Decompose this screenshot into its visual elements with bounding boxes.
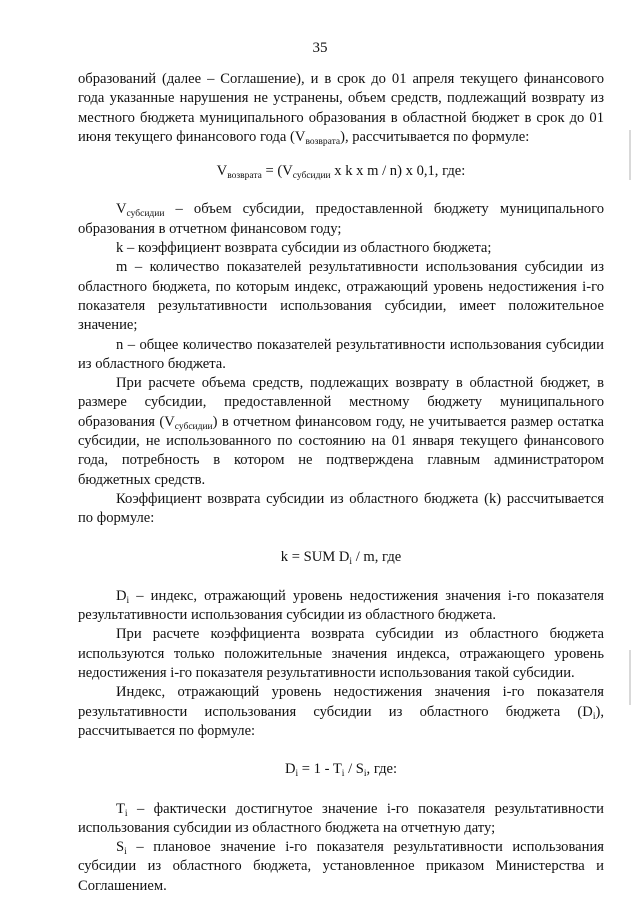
paragraph-text: При расчете объема средств, подлежащих возврату в областной бюджет, в размере субсидии, предоставленной местному бюджету муниципального образования (V bbox=[78, 375, 604, 430]
subscript: i bbox=[124, 847, 127, 858]
paragraph-text: – фактически достигнутое значение i-го показателя результативности использования субсидии из областного бюджета на отчетную дату; bbox=[78, 800, 604, 836]
symbol: D bbox=[116, 587, 127, 604]
subscript: субсидии bbox=[126, 209, 165, 220]
paragraph-continuation bbox=[78, 70, 604, 147]
document-body bbox=[78, 70, 604, 896]
paragraph-text: ), рассчитывается по формуле: bbox=[78, 703, 604, 739]
paragraph-text: ), рассчитывается по формуле: bbox=[340, 128, 530, 145]
definition-k: k – коэффициент возврата субсидии из областного бюджета; bbox=[116, 240, 492, 257]
subscript: i bbox=[349, 556, 353, 567]
paragraph-text: Индекс, отражающий уровень недостижения значения i-го показателя результативности использования субсидии из областного бюджета (D bbox=[78, 684, 604, 720]
page-number: 35 bbox=[312, 40, 328, 56]
paragraph-text: ) в отчетном финансовом году, не учитывается размер остатка субсидии, не использованного по состоянию на 01 января текущего финансового года, потребность в котором не подтверждена главным администратором бюджетных средств. bbox=[78, 413, 605, 488]
definition-n: n – общее количество показателей результативности использования субсидии из областного бюджета. bbox=[78, 336, 604, 372]
subscript: i bbox=[126, 595, 130, 606]
paragraph-index-intro bbox=[78, 683, 604, 741]
definition-di bbox=[78, 587, 604, 626]
paragraph-text: – объем субсидии, предоставленной бюджету муниципального образования в отчетном финансовом году; bbox=[78, 201, 604, 237]
symbol: S bbox=[116, 839, 125, 856]
subscript: i bbox=[124, 808, 128, 819]
subscript: i bbox=[295, 769, 299, 780]
symbol: T bbox=[116, 800, 125, 817]
symbol: V bbox=[116, 201, 127, 218]
formula-text: x k x m / n) x 0,1, где: bbox=[330, 163, 466, 180]
definition-ti bbox=[78, 800, 604, 839]
paragraph-text: образований (далее – Соглашение), и в срок до 01 апреля текущего финансового года указанные нарушения не устранены, объем средств, подлежащий возврату из местного бюджета муниципального образования в областной бюджет в срок до 01 июня текущего финансового года (V bbox=[78, 71, 604, 145]
paragraph-calculation-note bbox=[78, 374, 604, 490]
subscript: i bbox=[363, 769, 367, 780]
definition-si bbox=[78, 838, 604, 896]
scan-edge-mark bbox=[629, 650, 631, 705]
paragraph-coefficient-intro: Коэффициент возврата субсидии из областного бюджета (k) рассчитывается по формуле: bbox=[78, 490, 604, 527]
formula-text: k = SUM D bbox=[280, 548, 350, 565]
formula-text: , где: bbox=[366, 761, 398, 778]
formula-text: V bbox=[216, 163, 228, 180]
formula-text: = (V bbox=[261, 163, 293, 180]
formula-text: = 1 - T bbox=[298, 761, 342, 778]
paragraph-text: – индекс, отражающий уровень недостижения значения i-го показателя результативности использования субсидии из областного бюджета. bbox=[78, 587, 604, 624]
subscript: субсидии bbox=[292, 171, 331, 182]
paragraph-text: – плановое значение i-го показателя результативности использования субсидии из областного бюджета, установленное приказом Министерства и Соглашением. bbox=[78, 839, 604, 894]
formula-text: / S bbox=[344, 761, 364, 778]
subscript: возврата bbox=[227, 171, 262, 182]
formula-return-volume bbox=[78, 162, 604, 181]
definition-m: m – количество показателей результативности использования субсидии из областного бюджета, по которым индекс, отражающий уровень недостижения i-го показателя результативности использования субсидии, имеет положительное значение; bbox=[78, 259, 604, 334]
formula-index bbox=[78, 760, 604, 779]
subscript: i bbox=[341, 769, 345, 780]
formula-text: / m, где bbox=[352, 548, 402, 565]
formula-text: D bbox=[284, 761, 296, 778]
scan-edge-mark bbox=[629, 130, 631, 180]
subscript: субсидии bbox=[174, 421, 213, 432]
formula-coefficient bbox=[78, 548, 604, 567]
subscript: i bbox=[592, 711, 596, 722]
definition-v-subsidy bbox=[78, 200, 604, 239]
paragraph-positive-values: При расчете коэффициента возврата субсидии из областного бюджета используются только положительные значения индекса, отражающего уровень недостижения i-го показателя результативности использования такой субсидии. bbox=[78, 626, 604, 682]
subscript: возврата bbox=[305, 136, 341, 147]
